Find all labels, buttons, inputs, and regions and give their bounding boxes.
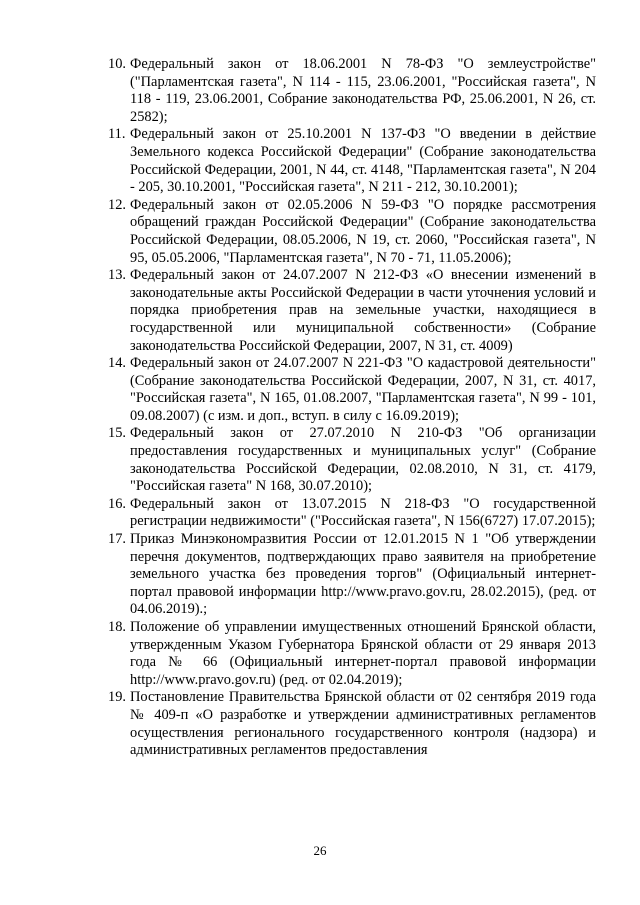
list-item: [108, 531, 596, 619]
item-number: 16.: [108, 495, 126, 512]
item-text: Положение об управлении имущественных отношений Брянской области, утвержденным Указом Губернатора Брянской области от 29 января 2013 года № 66 (Официальный интернет-портал правовой информации http://www.pravo.gov.ru) (ред. от 02.04.2019);: [130, 619, 596, 688]
item-number: 17.: [108, 531, 126, 548]
item-number: 11.: [108, 126, 126, 143]
item-number: 14.: [108, 355, 126, 372]
item-text: Постановление Правительства Брянской области от 02 сентября 2019 года № 409-п «О разработке и утверждении административных регламентов осуществления регионального государственного контроля (надзора) и административных регламентов предоставления: [130, 689, 596, 759]
item-text: Федеральный закон от 18.06.2001 N 78-ФЗ "О землеустройстве" ("Парламентская газета", N 114 - 115, 23.06.2001, "Российская газета", N 118 - 119, 23.06.2001, Собрание законодательства РФ, 25.06.2001, N 26, ст. 2582);: [130, 56, 596, 125]
list-item: [108, 496, 596, 531]
item-text: Федеральный закон от 13.07.2015 N 218-ФЗ "О государственной регистрации недвижимости" ("Российская газета", N 156(6727) 17.07.2015);: [130, 495, 596, 530]
item-number: 12.: [108, 196, 126, 213]
item-text: Федеральный закон от 25.10.2001 N 137-ФЗ "О введении в действие Земельного кодекса Российской Федерации" (Собрание законодательства Российской Федерации, 2001, N 44, ст. 4148, "Парламентская газета", N 204 - 205, 30.10.2001, "Российская газета", N 211 - 212, 30.10.2001);: [130, 126, 596, 196]
item-text: Федеральный закон от 24.07.2007 N 212-ФЗ «О внесении изменений в законодательные акты Российской Федерации в части уточнения условий и порядка приобретения прав на земельные участки, находящиеся в государственной или муниципальной собственности» (Собрание законодательства Российской Федерации, 2007, N 31, ст. 4009): [130, 267, 596, 354]
item-text: Федеральный закон от 02.05.2006 N 59-ФЗ "О порядке рассмотрения обращений граждан Российской Федерации" (Собрание законодательства Российской Федерации, 08.05.2006, N 19, ст. 2060, "Российская газета", N 95, 05.05.2006, "Парламентская газета", N 70 - 71, 11.05.2006);: [130, 196, 596, 266]
item-text: Федеральный закон от 27.07.2010 N 210-ФЗ "Об организации предоставления государственных и муниципальных услуг" (Собрание законодательства Российской Федерации, 02.08.2010, N 31, ст. 4179, "Российская газета" N 168, 30.07.2010);: [130, 425, 596, 495]
list-item: [108, 126, 596, 196]
item-number: 13.: [108, 267, 126, 284]
item-text: Приказ Минэкономразвития России от 12.01.2015 N 1 "Об утверждении перечня документов, подтверждающих право заявителя на приобретение земельного участка без проведения торгов" (Официальный интернет-портал правовой информации http://www.pravo.gov.ru, 28.02.2015), (ред. от 04.06.2019).;: [130, 531, 596, 618]
item-text: Федеральный закон от 24.07.2007 N 221-ФЗ "О кадастровой деятельности" (Собрание законодательства Российской Федерации, 2007, N 31, ст. 4017, "Российская газета", N 165, 01.08.2007, "Парламентская газета", N 99 - 101, 09.08.2007) (с изм. и доп., вступ. в силу с 16.09.2019);: [130, 355, 596, 424]
legal-acts-list: [108, 56, 596, 760]
list-item: [108, 197, 596, 267]
list-item: [108, 425, 596, 495]
page-number: 26: [313, 843, 327, 858]
item-number: 19.: [108, 689, 126, 706]
list-item: [108, 267, 596, 355]
list-item: [108, 355, 596, 425]
item-number: 10.: [108, 56, 126, 72]
item-number: 15.: [108, 425, 126, 442]
item-number: 18.: [108, 619, 126, 635]
list-item: [108, 689, 596, 759]
list-item: [108, 56, 596, 126]
list-item: [108, 619, 596, 689]
